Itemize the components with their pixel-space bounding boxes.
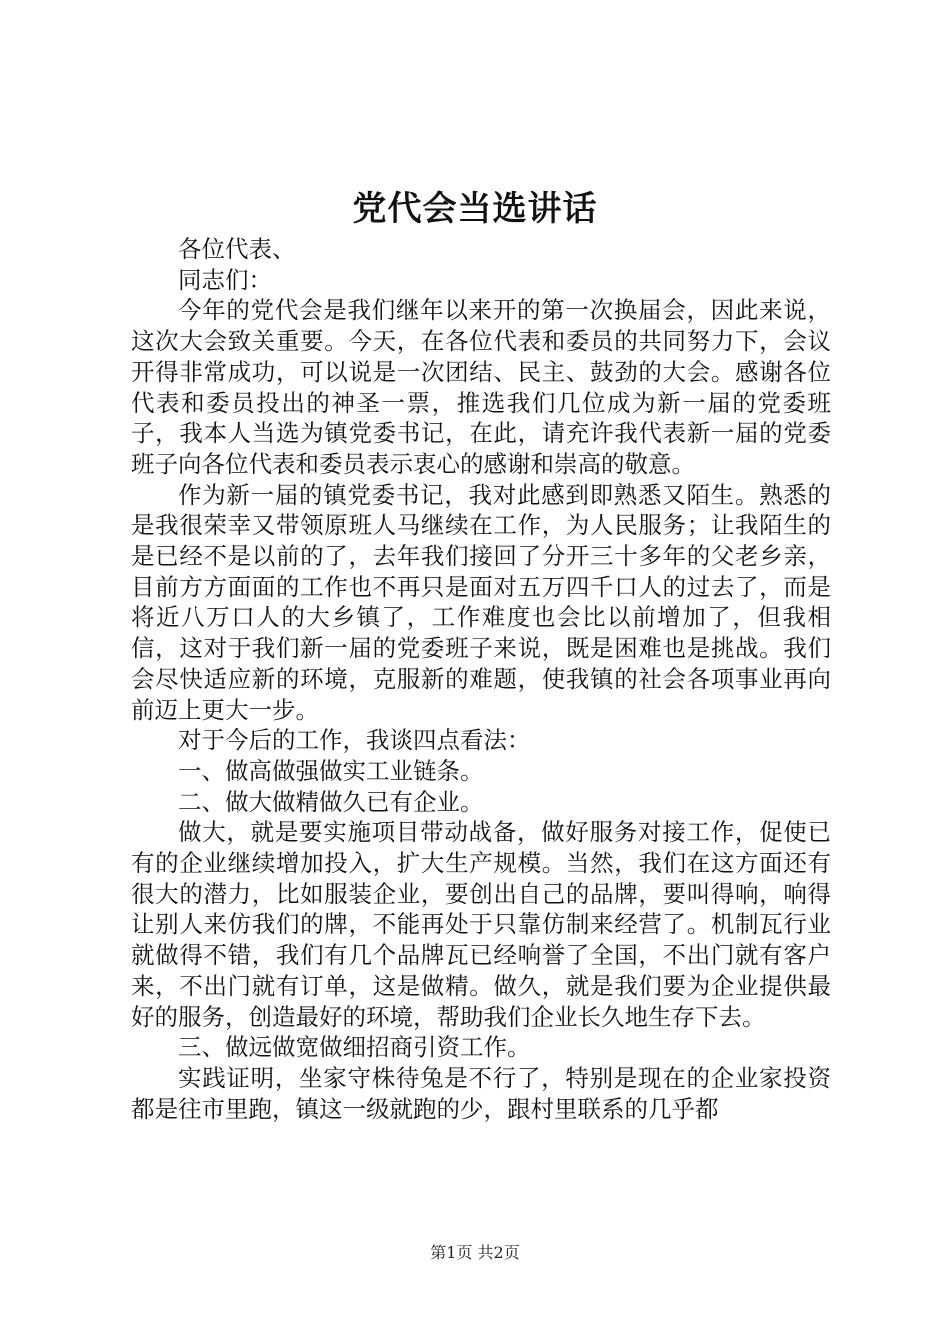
salutation-line: 各位代表、 (178, 235, 296, 263)
section-heading: 三、做远做宽做细招商引资工作。 (178, 1033, 531, 1062)
body-paragraph: 作为新一届的镇党委书记，我对此感到即熟悉又陌生。熟悉的是我很荣幸又带领原班人马继续在工作，为人民服务；让我陌生的是已经不是以前的了，去年我们接回了分开三十多年的父老乡亲，目前方方面面的工作也不再只是面对五万四千口人的过去了，而是将近八万口人的大乡镇了，工作难度也会比以前增加了，但我相信，这对于我们新一届的党委班子来说，既是困难也是挑战。我们会尽快适应新的环境，克服新的难题，使我镇的社会各项事业再向前迈上更大一步。 (131, 480, 831, 724)
body-paragraph: 做大，就是要实施项目带动战备，做好服务对接工作，促使已有的企业继续增加投入，扩大生产规模。当然，我们在这方面还有很大的潜力，比如服装企业，要创出自己的品牌，要叫得响，响得让别人来仿我们的牌，不能再处于只靠仿制来经营了。机制瓦行业就做得不错，我们有几个品牌瓦已经响誉了全国，不出门就有客户来，不出门就有订单，这是做精。做久，就是我们要为企业提供最好的服务，创造最好的环境，帮助我们企业长久地生存下去。 (131, 818, 831, 1031)
document-title: 党代会当选讲话 (352, 189, 598, 229)
body-paragraph: 今年的党代会是我们继年以来开的第一次换届会，因此来说，这次大会致关重要。今天，在各位代表和委员的共同努力下，会议开得非常成功，可以说是一次团结、民主、鼓劲的大会。感谢各位代表和委员投出的神圣一票，推选我们几位成为新一届的党委班子，我本人当选为镇党委书记，在此，请充许我代表新一届的党委班子向各位代表和委员表示衷心的感谢和崇高的敬意。 (131, 296, 831, 478)
body-paragraph: 实践证明，坐家守株待兔是不行了，特别是现在的企业家投资都是往市里跑，镇这一级就跑的少，跟村里联系的几乎都 (131, 1063, 831, 1123)
section-heading: 一、做高做强做实工业链条。 (178, 756, 484, 785)
section-heading: 二、做大做精做久已有企业。 (178, 787, 484, 816)
document-body (131, 234, 831, 1124)
body-paragraph: 对于今后的工作，我谈四点看法： (178, 726, 531, 755)
salutation-line: 同志们： (178, 265, 272, 294)
page-footer: 第1页 共2页 (430, 1243, 520, 1262)
